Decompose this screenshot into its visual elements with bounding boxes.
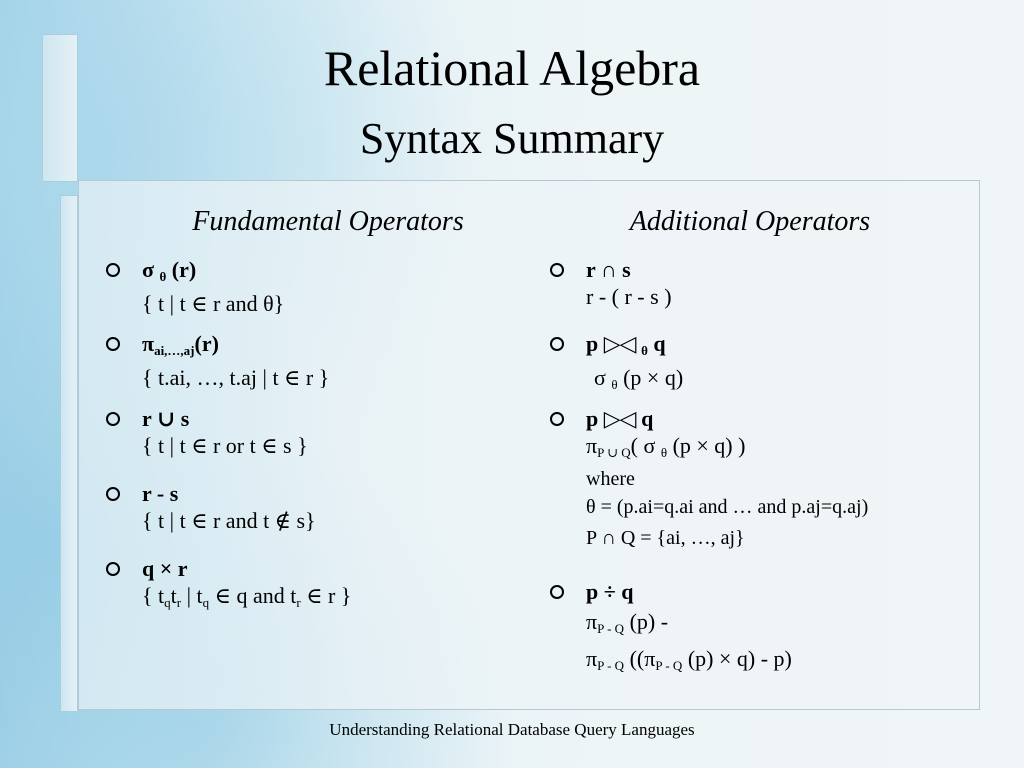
list-item-projection [142, 330, 329, 391]
operator-expression: σ $_\theta$ (r) [142, 257, 197, 284]
list-item-theta-join [586, 330, 683, 398]
list-item-union [142, 405, 308, 459]
operator-expression: $\pi_{ai,\dots,aj}(r)$ [142, 331, 219, 358]
list-item-natural-join [586, 405, 868, 554]
operator-definition: { t | t ∈ r and θ} [142, 291, 285, 316]
bullet-icon [550, 337, 564, 351]
bullet-icon [106, 412, 120, 426]
operator-expression: p ÷ q [586, 579, 634, 604]
list-item-difference [142, 480, 316, 534]
join-icon: ▷◁ [603, 406, 636, 431]
operator-definition-where: where [586, 468, 635, 490]
operator-definition-attributes: P ∩ Q = {ai, …, aj} [586, 527, 745, 549]
operator-definition-line1: $\pi_{P - Q}$ (p) - [586, 609, 669, 636]
operator-definition: σ $_\theta$ (p × q) [594, 365, 684, 392]
right-column-heading: Additional Operators [629, 206, 871, 237]
bullet-icon [550, 585, 564, 599]
join-icon: ▷◁ [603, 331, 636, 356]
operator-expression: q × r [142, 556, 188, 581]
operator-definition-projection: $\pi_{P \cup Q}$( σ $_\theta$ (p × q) ) [586, 433, 746, 460]
operator-expression: p ▷◁ $_\theta$ q [586, 331, 666, 358]
list-item-selection [142, 256, 284, 317]
bullet-icon [106, 337, 120, 351]
slide-footer: Understanding Relational Database Query Languages [329, 720, 695, 739]
operator-definition: { $t_qt_r$ | $t_q$ ∈ q and $t_r$ ∈ r } [142, 583, 352, 610]
left-column-heading: Fundamental Operators [192, 206, 464, 237]
list-item-division [586, 578, 792, 679]
bullet-icon [106, 487, 120, 501]
bullet-icon [106, 263, 120, 277]
operator-expression: r ∩ s [586, 257, 631, 282]
operator-definition: { t | t ∈ r and t ∉ s} [142, 508, 316, 533]
operator-definition: { t | t ∈ r or t ∈ s } [142, 433, 308, 458]
operator-definition-theta: θ = (p.ai=q.ai and … and p.aj=q.aj) [586, 496, 869, 518]
bullet-icon [106, 562, 120, 576]
slide-subtitle: Syntax Summary [359, 114, 665, 163]
decorative-bar-left [60, 195, 78, 712]
operator-definition-line2: $\pi_{P - Q}$ (($\pi_{P - Q}$ (p) × q) - p) [586, 646, 792, 673]
list-item-intersection [586, 256, 672, 310]
list-item-cartesian-product [142, 555, 351, 616]
bullet-icon [550, 263, 564, 277]
operator-expression: r ∪ s [142, 406, 190, 431]
operator-definition: { t.ai, …, t.aj | t ∈ r } [142, 365, 330, 390]
operator-expression: r - s [142, 481, 179, 506]
operator-definition: r - ( r - s ) [586, 284, 672, 309]
bullet-icon [550, 412, 564, 426]
operator-expression: p ▷◁ q [586, 406, 654, 431]
slide-title: Relational Algebra [323, 40, 701, 96]
